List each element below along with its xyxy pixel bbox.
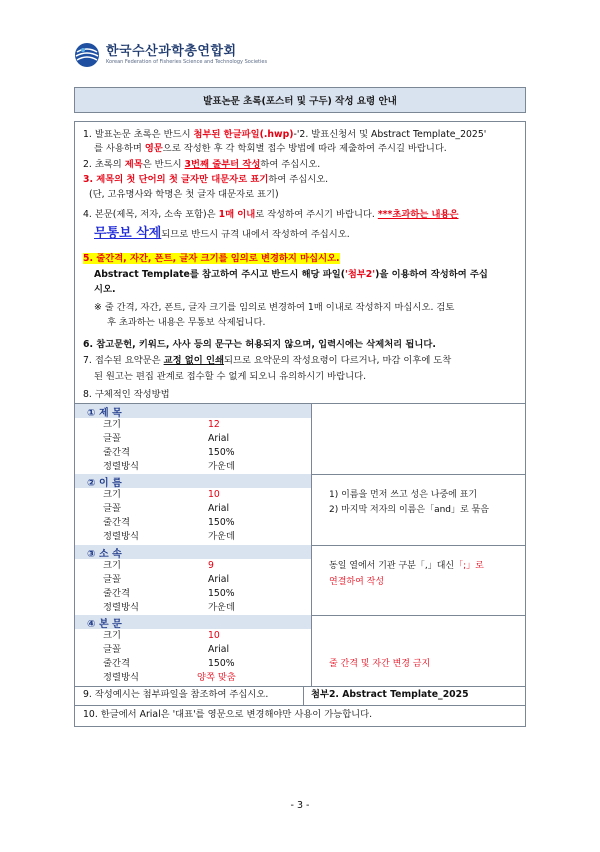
row-value: Arial xyxy=(208,644,230,655)
row-value: 12 xyxy=(208,419,220,430)
row-label: 줄간격 xyxy=(103,588,130,599)
item-9-attachment: 첨부2. Abstract Template_2025 xyxy=(311,689,469,700)
org-subtitle: Korean Federation of Fisheries Science and Technology Societies xyxy=(106,59,268,65)
item-7-line-1: 7. 접수된 요약문은 교정 없이 인쇄되므로 요약문의 작성요령이 다르거나, 마감 이후에 도착 xyxy=(83,355,452,366)
row-value: 양쪽 맞춤 xyxy=(197,672,236,683)
item-8: 8. 구체적인 작성방법 xyxy=(83,389,170,400)
row-label: 크기 xyxy=(103,419,121,430)
row-label: 글꼴 xyxy=(103,433,121,444)
row-label: 정렬방식 xyxy=(103,672,139,683)
item-7-line-2: 된 원고는 편집 관계로 접수할 수 없게 되오니 유의하시기 바랍니다. xyxy=(94,371,367,382)
body-note: 줄 간격 및 자간 변경 금지 xyxy=(329,659,431,669)
row-label: 정렬방식 xyxy=(103,602,139,613)
row-value: Arial xyxy=(208,433,230,444)
item-10: 10. 한글에서 Arial은 '대표'를 영문으로 변경해야만 사용이 가능합니다. xyxy=(83,709,373,720)
row-label: 정렬방식 xyxy=(103,461,139,472)
page-title: 발표논문 초록(포스터 및 구두) 작성 요령 안내 xyxy=(74,87,526,113)
row-label: 크기 xyxy=(103,560,121,571)
affiliation-note-1: 동일 열에서 기관 구분「,」대신「;」로 xyxy=(329,561,484,571)
row-label: 글꼴 xyxy=(103,574,121,585)
row-value: 가운데 xyxy=(208,531,235,542)
row-value: Arial xyxy=(208,574,230,585)
row-value: 9 xyxy=(208,560,214,571)
page-number: - 3 - xyxy=(290,800,310,811)
org-logo xyxy=(74,42,267,68)
org-name: 한국수산과학총연합회 xyxy=(106,44,237,59)
affiliation-note-2: 연결하여 작성 xyxy=(329,577,385,587)
item-5-note-2: 후 초과하는 내용은 무통보 삭제됩니다. xyxy=(107,317,266,328)
row-value: 가운데 xyxy=(208,461,235,472)
section-title-affiliation: ③ 소 속 xyxy=(87,549,122,560)
item-5-line-2: Abstract Template를 참고하여 주시고 반드시 해당 파일('첨부2')을 이용하여 작성하여 주십 xyxy=(94,269,488,280)
row-label: 줄간격 xyxy=(103,447,130,458)
row-label: 글꼴 xyxy=(103,503,121,514)
item-1-line-2: 를 사용하며 영문으로 작성한 후 각 학회별 접수 방법에 따라 제출하여 주시길 바랍니다. xyxy=(94,143,447,154)
name-note-2: 2) 마지막 저자의 이름은「and」로 묶음 xyxy=(329,505,489,515)
section-title-body: ④ 본 문 xyxy=(87,619,122,630)
row-value: Arial xyxy=(208,503,230,514)
instructions-table xyxy=(74,121,526,727)
item-9: 9. 작성예시는 첨부파일을 참조하여 주십시오. xyxy=(83,689,269,700)
row-label: 줄간격 xyxy=(103,658,130,669)
item-5-note-1: ※ 줄 간격, 자간, 폰트, 글자 크기를 임의로 변경하여 1매 이내로 작성하지 마십시오. 검토 xyxy=(94,302,455,313)
section-title-title: ① 제 목 xyxy=(87,408,122,419)
globe-logo-icon xyxy=(74,42,100,68)
row-label: 정렬방식 xyxy=(103,531,139,542)
item-1-line-1: 1. 발표논문 초록은 반드시 첨부된 한글파일(.hwp)-'2. 발표신청서 및 Abstract Template_2025' xyxy=(83,129,487,140)
row-value: 150% xyxy=(208,658,235,669)
item-5-line-1: 5. 줄간격, 자간, 폰트, 글자 크기를 임의로 변경하지 마십시오. xyxy=(83,253,340,264)
item-4-line-2: 무통보 삭제되므로 반드시 규격 내에서 작성하여 주십시오. xyxy=(94,226,350,241)
row-label: 크기 xyxy=(103,630,121,641)
item-5-line-3: 시오. xyxy=(94,284,116,295)
row-value: 150% xyxy=(208,517,235,528)
row-label: 크기 xyxy=(103,489,121,500)
row-value: 10 xyxy=(208,489,220,500)
row-label: 글꼴 xyxy=(103,644,121,655)
row-label: 줄간격 xyxy=(103,517,130,528)
row-value: 150% xyxy=(208,447,235,458)
name-note-1: 1) 이름을 먼저 쓰고 성은 나중에 표기 xyxy=(329,490,478,500)
item-3-note: (단, 고유명사와 학명은 첫 글자 대문자로 표기) xyxy=(89,189,279,200)
item-2: 2. 초록의 제목은 반드시 3번째 줄부터 작성하여 주십시오. xyxy=(83,159,321,170)
row-value: 10 xyxy=(208,630,220,641)
section-title-name: ② 이 름 xyxy=(87,478,122,489)
row-value: 가운데 xyxy=(208,602,235,613)
item-3: 3. 제목의 첫 단어의 첫 글자만 대문자로 표기하여 주십시오. xyxy=(83,174,329,185)
row-value: 150% xyxy=(208,588,235,599)
item-6: 6. 참고문헌, 키워드, 사사 등의 문구는 허용되지 않으며, 입력시에는 삭제처리 됩니다. xyxy=(83,339,436,350)
item-4-line-1: 4. 본문(제목, 저자, 소속 포함)은 1매 이내로 작성하여 주시기 바랍니다. ***초과하는 내용은 xyxy=(83,209,459,220)
